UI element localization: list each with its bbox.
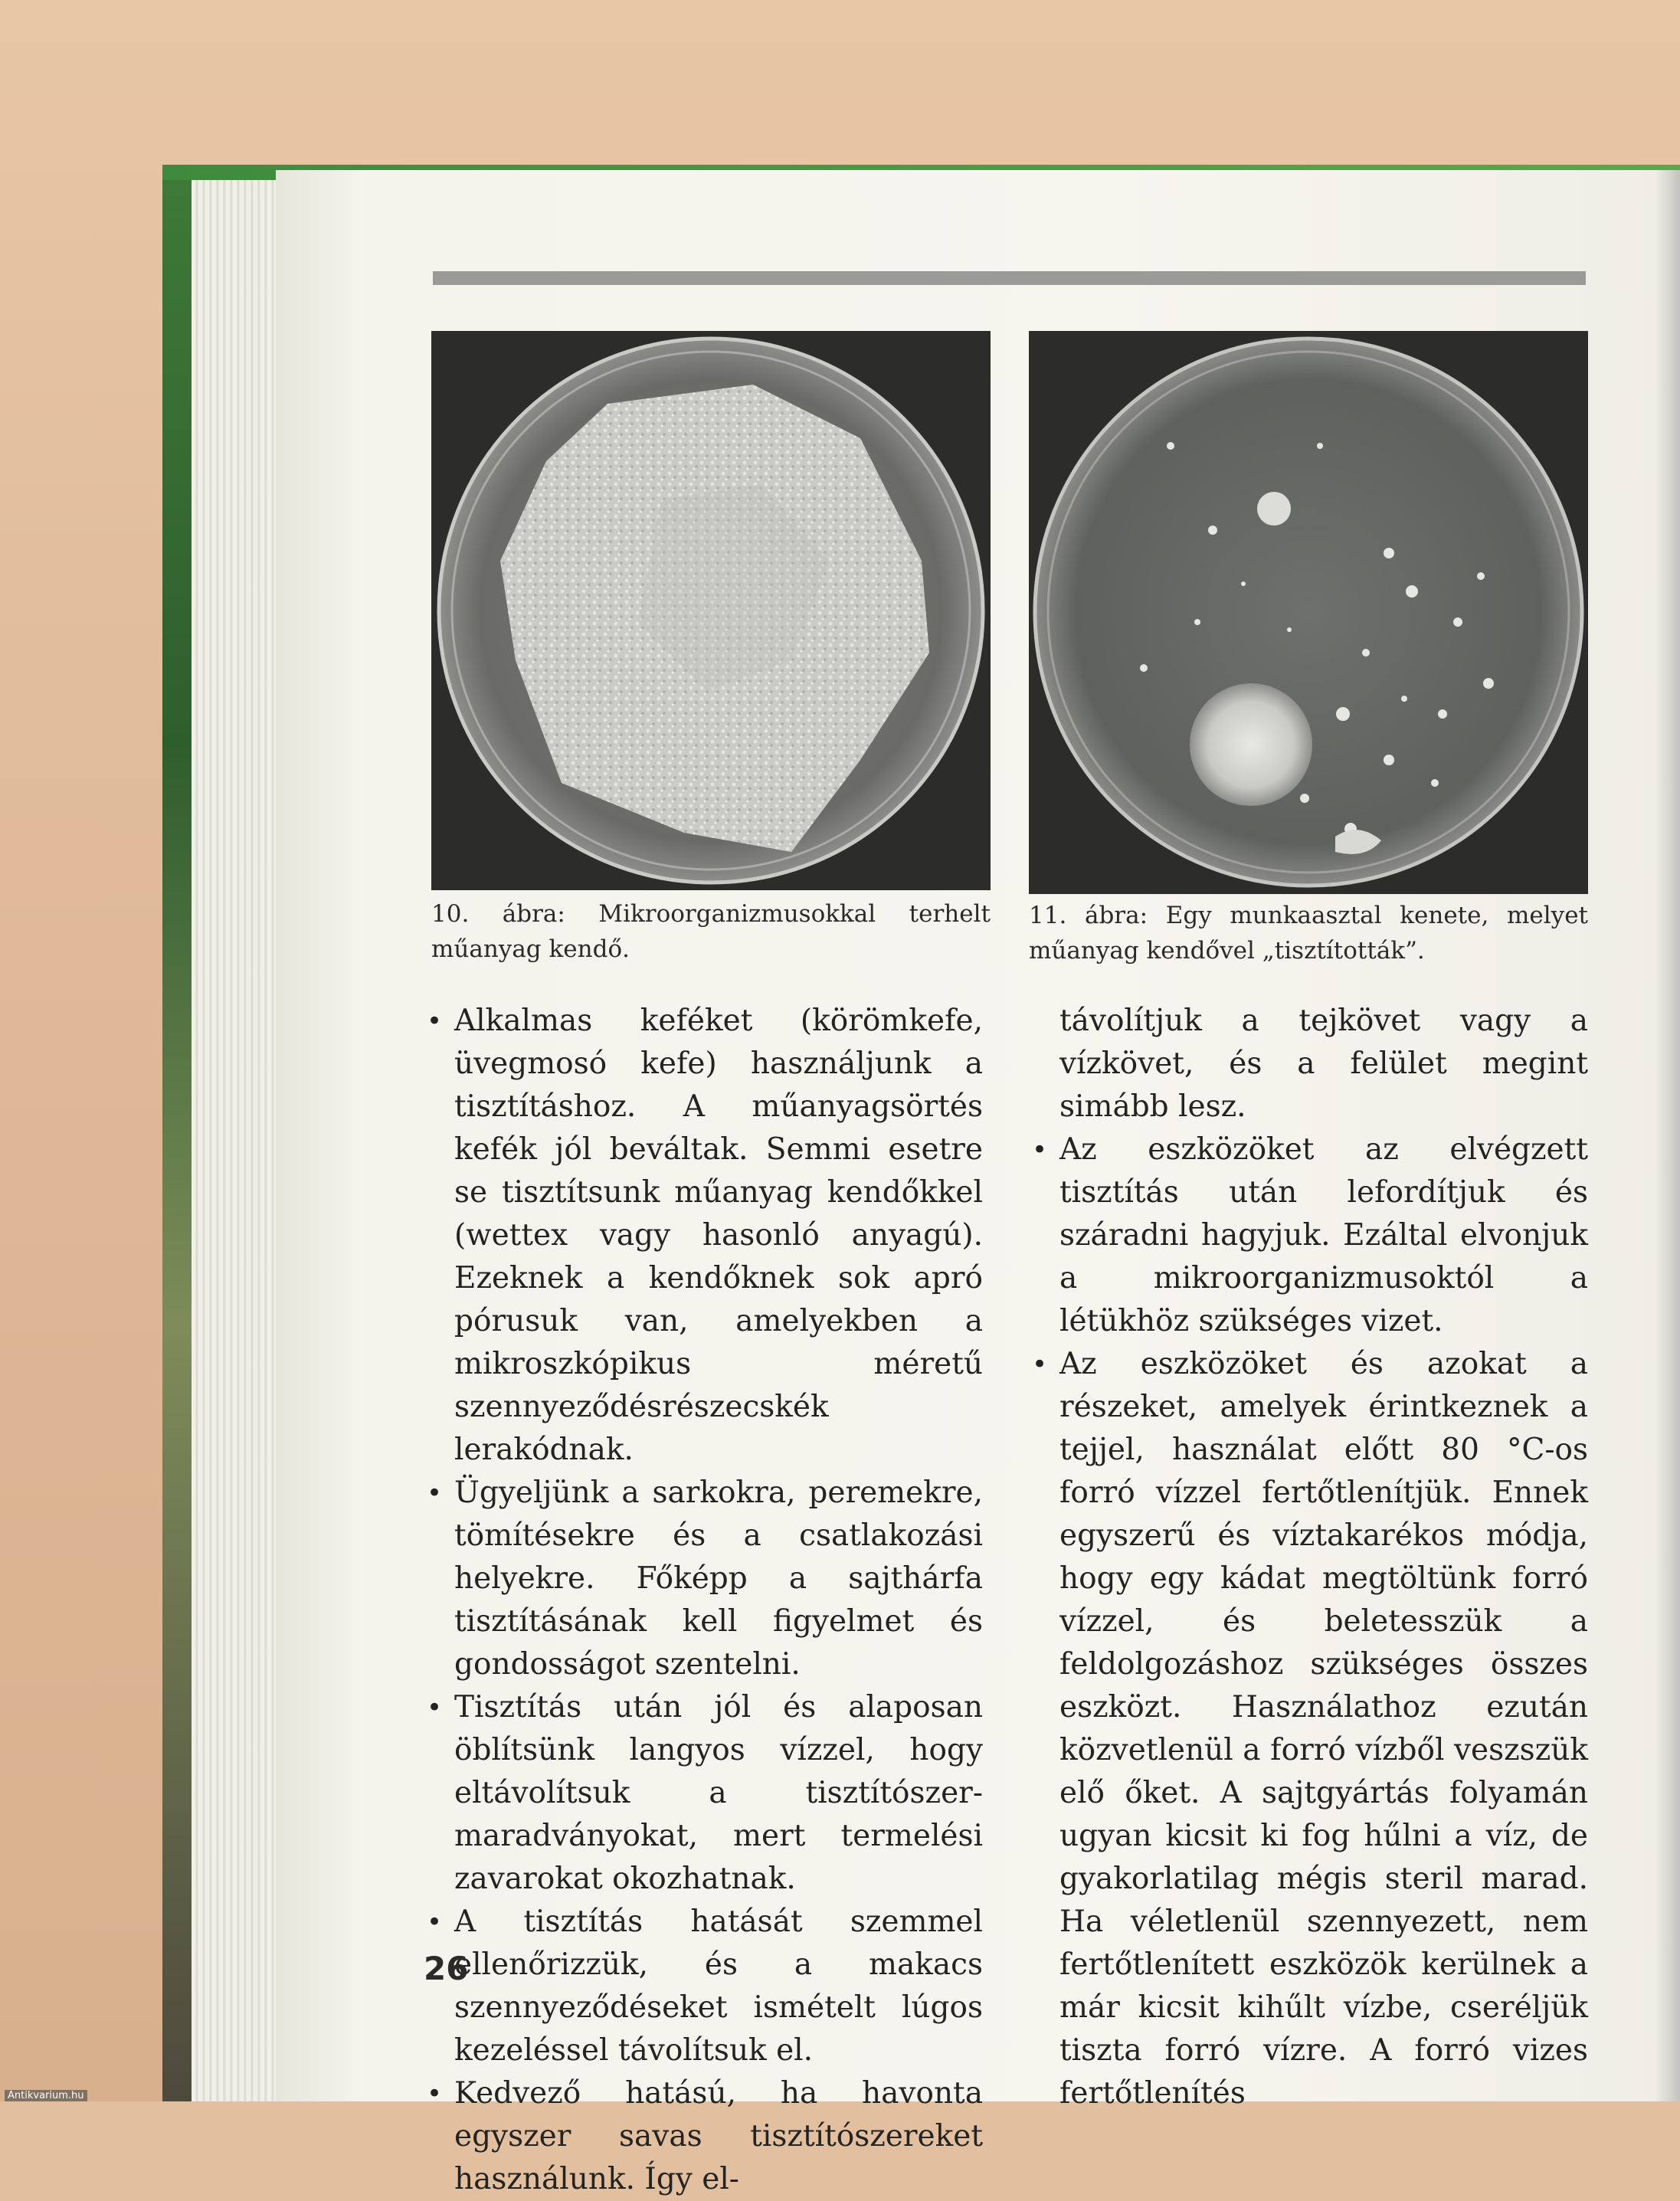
figure-11-caption: 11. ábra: Egy munkaasztal kenete, melyet műanyag kendővel „tisztították”. xyxy=(1029,902,1588,965)
list-item: • Az eszközöket és azokat a részeket, amelyek érintkeznek a tejjel, használat előtt 80 °C-os forró vízzel fertőtlenítjük. Ennek egyszerű és víztakarékos módja, hogy egy kádat megtöltünk forró vízzel, és beletesszük a feldolgozáshoz szükséges összes eszközt. Használathoz ezután közvetlenül a forró vízből veszszük elő őket. A sajtgyártás folyamán ugyan kicsit ki fog hűlni a víz, de gyakorlatilag mégis steril marad. Ha véletlenül szennyezett, nem fertőtlenített eszközök kerülnek a már kicsit kihűlt vízbe, cseréljük tiszta forró vízre. A forró vizes fertőtlenítés xyxy=(1029,1343,1588,2115)
bullet-marker: • xyxy=(427,1478,443,1508)
list-item: • Tisztítás után jól és alaposan öblítsünk langyos vízzel, hogy eltávolítsuk a tisztítószer-maradványokat, mert termelési zavarokat okozhatnak. xyxy=(424,1686,983,1901)
bullet-marker: • xyxy=(427,2078,443,2109)
continued-paragraph: távolítjuk a tejkövet vagy a vízkövet, és a felület megint simább lesz. xyxy=(1059,1004,1588,1124)
list-item: • Alkalmas keféket (körömkefe, üvegmosó kefe) használjunk a tisztításhoz. A műanyagsörtés kefék jól beváltak. Semmi esetre se tisztítsunk műanyag kendőkkel (wettex vagy hasonló anyagú). Ezeknek a kendőknek sok apró pórusuk van, amelyekben a mikroszkópikus méretű szennyeződésrészecskék lerakódnak. xyxy=(424,1000,983,1472)
figure-11-photo xyxy=(1029,331,1588,894)
bullet-marker: • xyxy=(427,1006,443,1037)
bullet-marker: • xyxy=(427,1907,443,1937)
left-text-column xyxy=(424,1000,983,2201)
right-text-column xyxy=(1029,1000,1588,2115)
page-gutter-shadow xyxy=(1655,170,1680,2101)
figure-10-caption: 10. ábra: Mikroorganizmusokkal terhelt műanyag kendő. xyxy=(431,900,991,963)
bullet-marker: • xyxy=(1032,1349,1048,1380)
list-item: • Ügyeljünk a sarkokra, peremekre, tömítésekre és a csatlakozási helyekre. Főképp a sajthárfa tisztításának kell figyelmet és gondosságot szentelni. xyxy=(424,1472,983,1686)
list-item: • Kedvező hatású, ha havonta egyszer savas tisztítószereket használunk. Így el- xyxy=(424,2072,983,2201)
figure-10-photo xyxy=(431,331,991,890)
header-rule xyxy=(433,271,1586,285)
list-item: • A tisztítás hatását szemmel ellenőrizzük, és a makacs szennyeződéseket ismételt lúgos kezeléssel távolítsuk el. xyxy=(424,1901,983,2072)
bullet-marker: • xyxy=(427,1692,443,1723)
list-item: • Az eszközöket az elvégzett tisztítás után lefordítjuk és száradni hagyjuk. Ezáltal elvonjuk a mikroorganizmusoktól a létükhöz szükséges vizet. xyxy=(1029,1128,1588,1343)
page-number: 26 xyxy=(424,1950,469,1987)
watermark: Antikvarium.hu xyxy=(5,2090,87,2101)
bullet-marker: • xyxy=(1032,1135,1048,1165)
